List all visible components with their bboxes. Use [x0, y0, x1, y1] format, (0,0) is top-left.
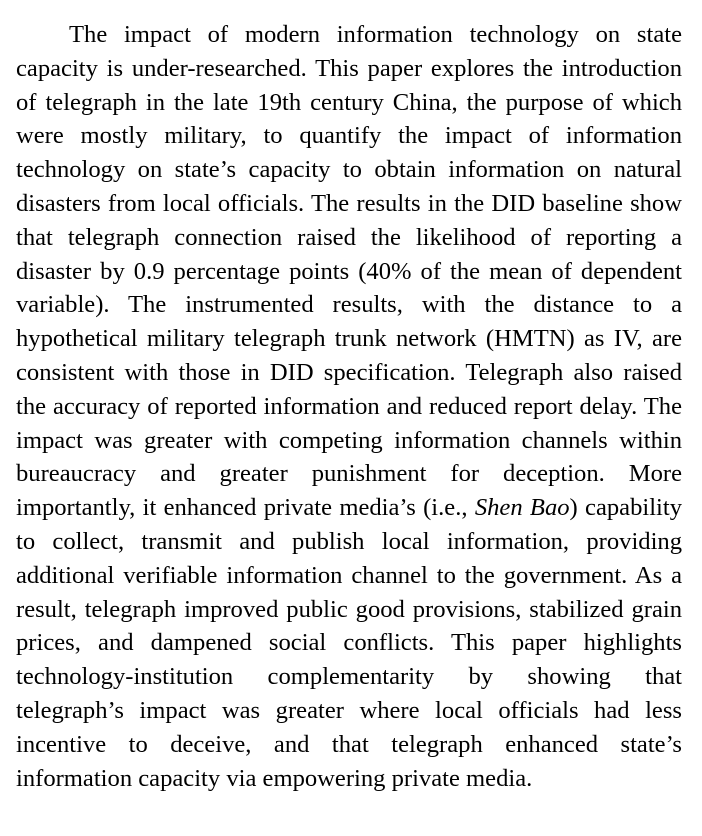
abstract-text-part1: The impact of modern information technology on state capacity is under-researched. This paper explores the introduction of telegraph in the late 19th century China, the purpose of which were mostly military, to quantify the impact of information technology on state’s capacity to obtain information on natural disasters from local officials. The results in the DID baseline show that telegraph connection raised the likelihood of reporting a disaster by 0.9 percentage points (40% of the mean of dependent variable). The instrumented results, with the distance to a hypothetical military telegraph trunk network (HMTN) as IV, are consistent with those in DID specification. Telegraph also raised the accuracy of reported information and reduced report delay. The impact was greater with competing information channels within bureaucracy and greater punishment for deception. More importantly, it enhanced private media’s (i.e., — [16, 21, 682, 522]
abstract-italic-term: Shen Bao — [474, 494, 570, 522]
abstract-text-part2: ) capability to collect, transmit and publish local information, providing additional verifiable information channel to the government. As a result, telegraph improved public good provisions, stabilized grain prices, and dampened social conflicts. This paper highlights technology-institution complementarity by showing that telegraph’s impact was greater where local officials had less incentive to deceive, and that telegraph enhanced state’s information capacity via empowering private media. — [16, 494, 683, 792]
abstract-paragraph — [16, 18, 682, 795]
